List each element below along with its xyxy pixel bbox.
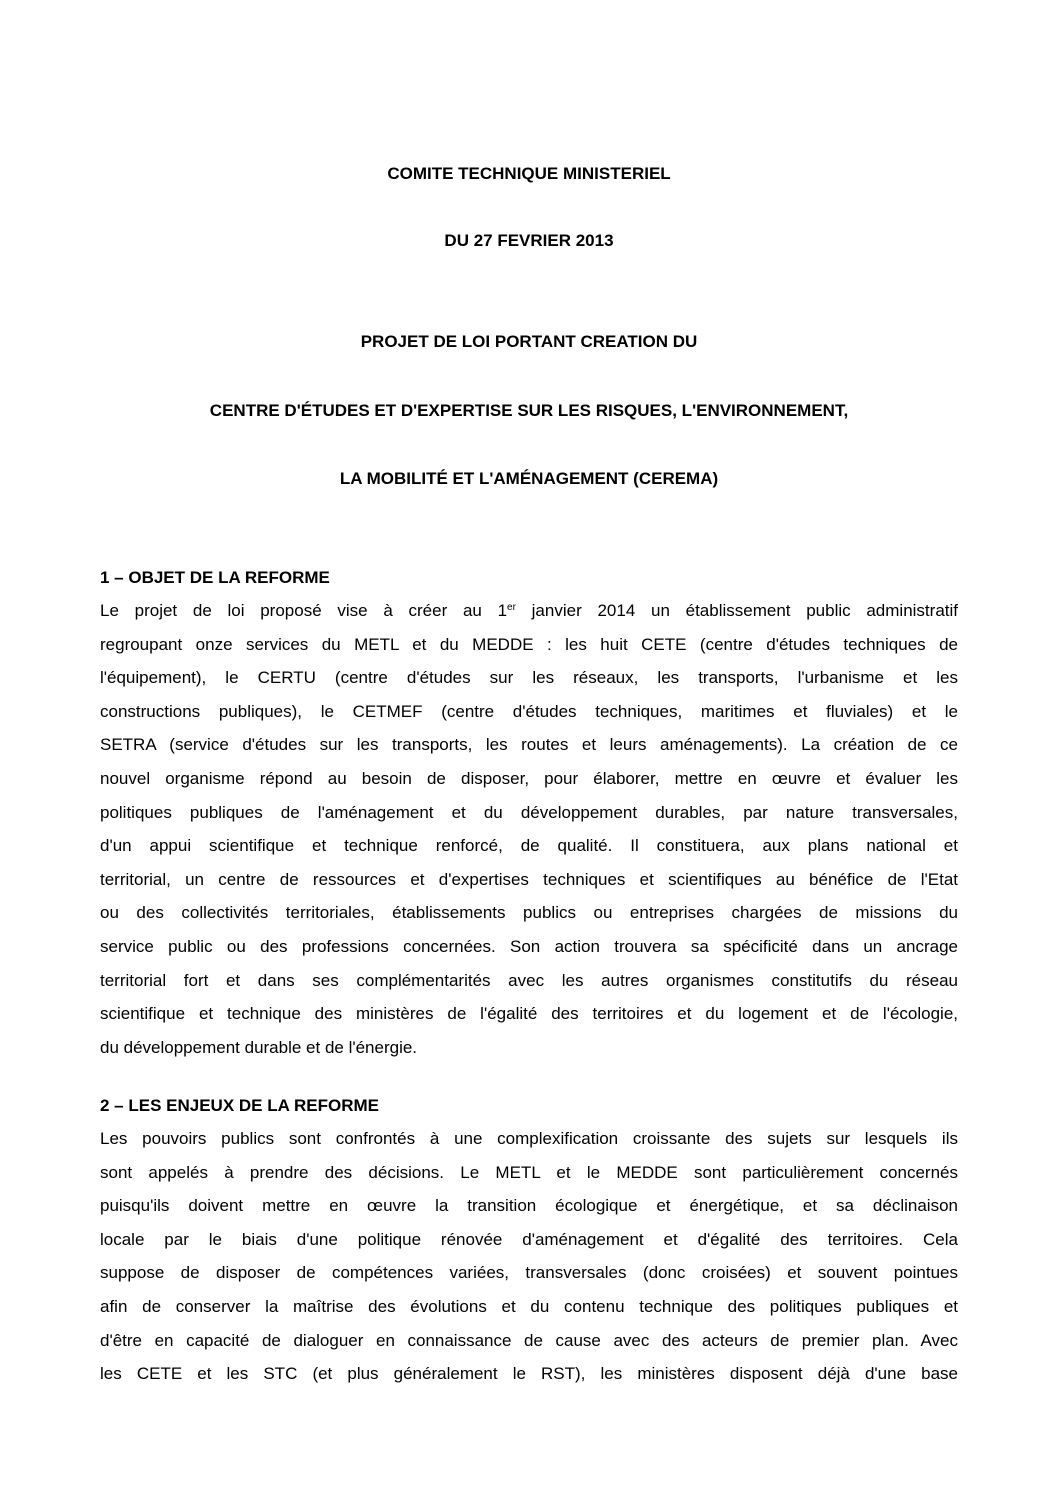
section-heading: 2 – LES ENJEUX DE LA REFORME: [100, 1096, 379, 1115]
section-objet-de-la-reforme: [100, 568, 958, 1064]
ordinal-superscript: er: [507, 602, 516, 613]
paragraph-line: suppose de disposer de compétences variées, transversales (donc croisées) et souvent pointues: [100, 1263, 958, 1283]
paragraph-line: nouvel organisme répond au besoin de disposer, pour élaborer, mettre en œuvre et évaluer les: [100, 768, 958, 788]
paragraph-line: puisqu'ils doivent mettre en œuvre la transition écologique et énergétique, et sa déclinaison: [100, 1196, 958, 1216]
paragraph-line: SETRA (service d'études sur les transports, les routes et leurs aménagements). La création de ce: [100, 735, 958, 755]
bill-title-line-1: PROJET DE LOI PORTANT CREATION DU: [360, 332, 698, 351]
bill-title-line-2: CENTRE D'ÉTUDES ET D'EXPERTISE SUR LES RISQUES, L'ENVIRONNEMENT,: [209, 401, 849, 420]
paragraph-line: d'un appui scientifique et technique renforcé, de qualité. Il constituera, aux plans national et: [100, 836, 958, 856]
bill-title-line-3: LA MOBILITÉ ET L'AMÉNAGEMENT (CEREMA): [339, 469, 719, 488]
paragraph-line: territorial fort et dans ses complémentarités avec les autres organismes constitutifs du réseau: [100, 970, 958, 990]
paragraph-line: locale par le biais d'une politique rénovée d'aménagement et d'égalité des territoires. Cela: [100, 1229, 958, 1249]
section-paragraph: [100, 1122, 958, 1391]
paragraph-line: constructions publiques), le CETMEF (centre d'études techniques, maritimes et fluviales) et le: [100, 701, 958, 721]
paragraph-line: d'être en capacité de dialoguer en connaissance de cause avec des acteurs de premier plan. Avec: [100, 1330, 958, 1350]
paragraph-line: ou des collectivités territoriales, établissements publics ou entreprises chargées de missions du: [100, 903, 958, 923]
line-text: Le projet de loi proposé vise à créer au 1: [100, 601, 508, 620]
paragraph-line: du développement durable et de l'énergie.: [100, 1037, 418, 1057]
section-paragraph: [100, 594, 958, 1064]
line-text: janvier 2014 un établissement public administratif: [515, 601, 958, 620]
meeting-date: DU 27 FEVRIER 2013: [444, 231, 614, 250]
paragraph-line: [100, 594, 958, 628]
paragraph-line: politiques publiques de l'aménagement et du développement durables, par nature transversales,: [100, 802, 958, 822]
paragraph-line: service public ou des professions concernées. Son action trouvera sa spécificité dans un ancrage: [100, 936, 958, 956]
section-heading: 1 – OBJET DE LA REFORME: [100, 568, 330, 587]
paragraph-line: territorial, un centre de ressources et d'expertises techniques et scientifiques au bénéfice de l'Etat: [100, 869, 958, 889]
committee-title: COMITE TECHNIQUE MINISTERIEL: [387, 164, 671, 183]
paragraph-line: afin de conserver la maîtrise des évolutions et du contenu technique des politiques publiques et: [100, 1296, 958, 1316]
paragraph-line: sont appelés à prendre des décisions. Le METL et le MEDDE sont particulièrement concernés: [100, 1162, 958, 1182]
paragraph-line: regroupant onze services du METL et du MEDDE : les huit CETE (centre d'études techniques de: [100, 634, 958, 654]
paragraph-line: scientifique et technique des ministères de l'égalité des territoires et du logement et de l'écologie,: [100, 1004, 958, 1024]
paragraph-line: les CETE et les STC (et plus généralement le RST), les ministères disposent déjà d'une base: [100, 1364, 958, 1384]
section-enjeux-de-la-reforme: [100, 1096, 958, 1391]
paragraph-line: Les pouvoirs publics sont confrontés à une complexification croissante des sujets sur lesquels ils: [100, 1129, 958, 1148]
paragraph-line: l'équipement), le CERTU (centre d'études sur les réseaux, les transports, l'urbanisme et les: [100, 668, 958, 688]
